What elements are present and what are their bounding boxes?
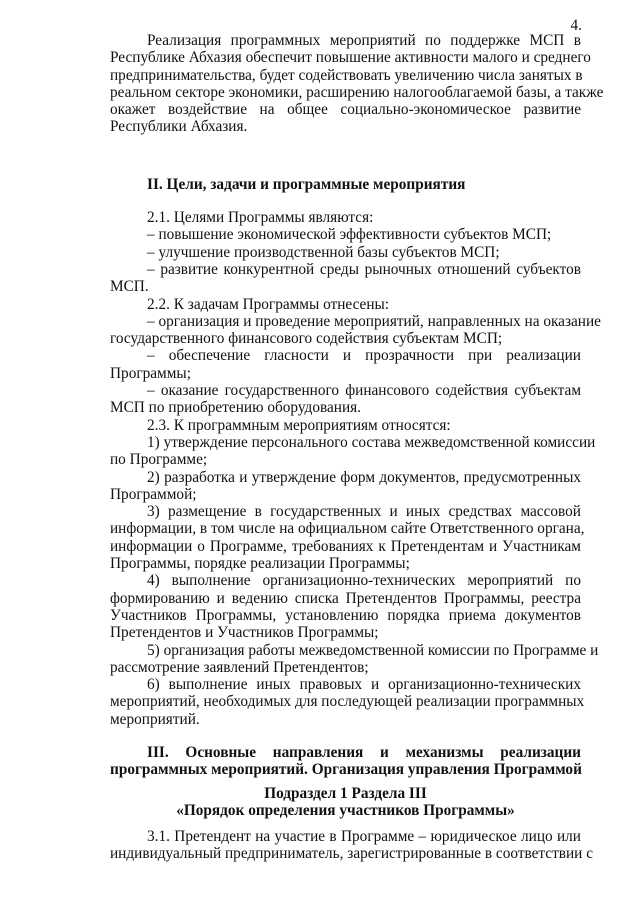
text-line: – улучшение производственной базы субъектов МСП; (147, 243, 500, 261)
text-line: – организация и проведение мероприятий, направленных на оказание (147, 312, 601, 330)
text-line: 2.3. К программным мероприятиям относятся: (147, 416, 451, 434)
text-line: Программой; (110, 485, 197, 503)
text-line: II. Цели, задачи и программные мероприятия (147, 175, 466, 193)
text-line: реальном секторе экономики, расширению налогооблагаемой базы, а также (110, 83, 604, 101)
paragraph (110, 676, 585, 728)
paragraph (110, 261, 581, 296)
text-line: рассмотрение заявлений Претендентов; (110, 658, 369, 676)
paragraph (110, 312, 601, 348)
subsection-title (110, 785, 581, 820)
text-line: III. Основные направления и механизмы реализации (147, 743, 581, 761)
text-line: программных мероприятий. Организация управления Программой (110, 761, 582, 779)
text-line: – повышение экономической эффективности субъектов МСП; (147, 226, 552, 244)
paragraph (110, 347, 581, 382)
text-line: Республики Абхазия. (110, 118, 248, 136)
text-line: – оказание государственного финансового содействия субъектам (147, 382, 581, 400)
text-line: 3.1. Претендент на участие в Программе – юридическое лицо или (147, 828, 581, 846)
text-line: 2.2. К задачам Программы отнесены: (147, 295, 390, 313)
text-line: МСП по приобретению оборудования. (110, 399, 362, 417)
paragraph (110, 296, 581, 313)
text-line: 5) организация работы межведомственной комиссии по Программе и (147, 641, 599, 659)
text-line: – обеспечение гласности и прозрачности при реализации (147, 347, 581, 365)
text-line: 1) утверждение персонального состава межведомственной комиссии (147, 433, 596, 451)
text-line: – развитие конкурентной среды рыночных отношений субъектов (147, 260, 581, 278)
text-line: Участников Программы, установлению порядка приема документов (110, 606, 581, 624)
paragraph (110, 572, 581, 641)
text-line: Подраздел 1 Раздела III (264, 784, 427, 802)
text-line: МСП. (110, 278, 149, 296)
text-line: 6) выполнение иных правовых и организационно-технических (147, 676, 581, 694)
page-number: 4. (570, 17, 582, 34)
text-line: индивидуальный предприниматель, зарегистрированные в соответствии с (110, 845, 593, 863)
document-body (110, 32, 604, 863)
section-heading (110, 176, 581, 193)
text-line: 4) выполнение организационно-технических мероприятий по (147, 572, 581, 590)
text-line: мероприятий. (110, 710, 200, 728)
text-line: государственного финансового содействия субъектам МСП; (110, 330, 503, 348)
text-line: 2.1. Целями Программы являются: (147, 209, 374, 227)
text-line: Претендентов и Участников Программы; (110, 624, 379, 642)
paragraph (110, 32, 604, 136)
section-heading (110, 744, 581, 779)
paragraph (110, 469, 581, 504)
paragraph (110, 417, 581, 434)
text-line: окажет воздействие на общее социально-экономическое развитие (110, 101, 581, 119)
text-line: «Порядок определения участников Программы» (176, 801, 515, 819)
text-line: информации, в том числе на официальном сайте Ответственного органа, (110, 520, 585, 538)
paragraph (110, 382, 581, 417)
text-line: 3) размещение в государственных и иных средствах массовой (147, 503, 581, 521)
text-line: предпринимательства, будет содействовать увеличению числа занятых в (110, 66, 583, 84)
paragraph (110, 209, 581, 226)
text-line: информации о Программе, требованиях к Претендентам и Участникам (110, 537, 581, 555)
paragraph (110, 641, 599, 677)
paragraph (110, 244, 581, 261)
text-line: по Программе; (110, 451, 208, 469)
paragraph (110, 433, 596, 469)
text-line: 2) разработка и утверждение форм документов, предусмотренных (147, 468, 581, 486)
paragraph (110, 503, 585, 573)
text-line: мероприятий, необходимых для последующей реализации программных (110, 693, 585, 711)
text-line: Программы; (110, 364, 191, 382)
text-line: Реализация программных мероприятий по поддержке МСП в (147, 32, 581, 49)
paragraph (110, 828, 593, 863)
text-line: Республике Абхазия обеспечит повышение активности малого и среднего (110, 49, 591, 67)
text-line: Программы, порядке реализации Программы; (110, 555, 410, 573)
text-line: формированию и ведению списка Претендентов Программы, реестра (110, 589, 581, 607)
paragraph (110, 226, 581, 243)
